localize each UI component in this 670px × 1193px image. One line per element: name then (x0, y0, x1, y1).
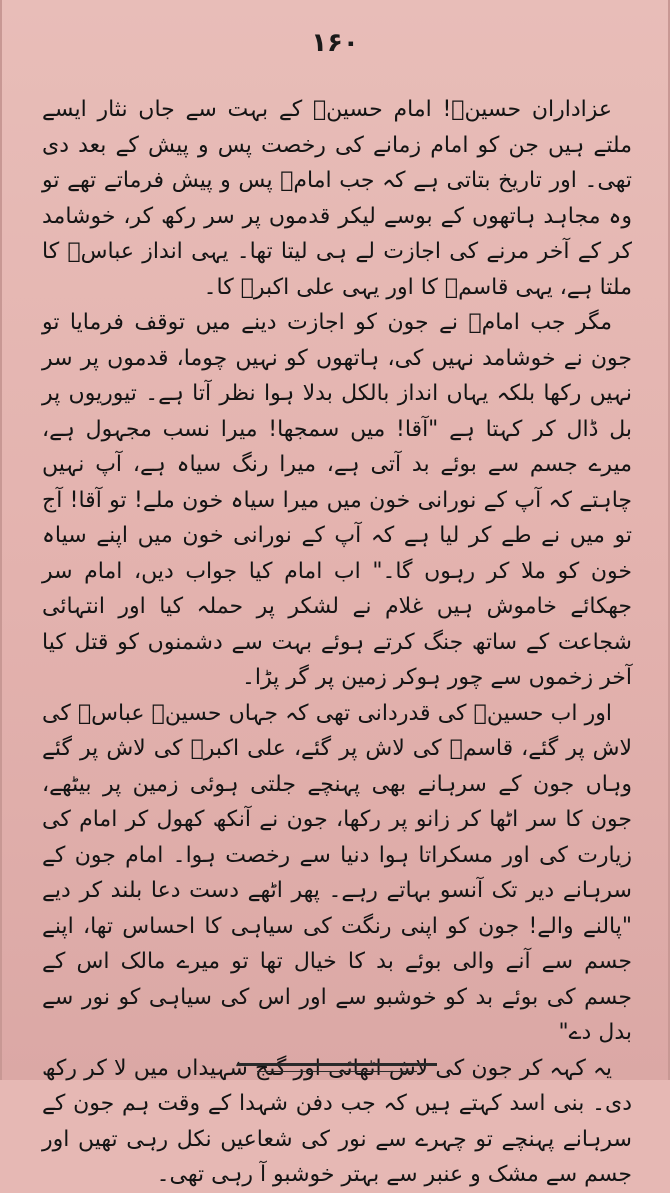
page-body-text (42, 92, 632, 1193)
paragraph-3: اور اب حسینؑ کی قدردانی تھی کہ جہاں حسینؑ عباسؑ کی لاش پر گئے، قاسمؑ کی لاش پر گئے، علی اکبرؑ کی لاش پر گئے وہاں جون کے سرہانے بھی پہنچے جلتی ہوئی زمین پر بیٹھے، جون کا سر اٹھا کر زانو پر رکھا، جون نے آنکھ کھول کر امام کی زیارت کی اور مسکراتا ہوا دنیا سے رخصت ہوا۔ امام جون کے سرہانے دیر تک آنسو بہاتے رہے۔ پھر اٹھے دست دعا بلند کر دیے "پالنے والے! جون کو اپنی رنگت کی سیاہی کا احساس تھا، اپنے جسم سے آنے والی بوئے بد کا خیال تھا تو میرے مالک اس کے جسم کی بوئے بد کو خوشبو سے اور اس کی سیاہی کو نور سے بدل دے" (42, 700, 632, 1045)
paragraph-4: یہ کہہ کر جون کی لاش اٹھائی اور گنج شہیداں میں لا کر رکھ دی۔ بنی اسد کہتے ہیں کہ جب دفن شہدا کے وقت ہم جون کے سرہانے پہنچے تو چہرے سے نور کی شعاعیں نکل رہی تھیں اور جسم سے مشک و عنبر سے بہتر خوشبو آ رہی تھی۔ (42, 1055, 632, 1187)
paragraph-2: مگر جب امامؑ نے جون کو اجازت دینے میں توقف فرمایا تو جون نے خوشامد نہیں کی، ہاتھوں کو نہیں چوما، قدموں پر سر نہیں رکھا بلکہ یہاں انداز بالکل بدلا ہوا نظر آتا ہے۔ تیوریوں پر بل ڈال کر کہتا ہے "آقا! میں سمجھا! میرا نسب مجہول ہے، میرے جسم سے بوئے بد آتی ہے، میرا رنگ سیاہ ہے، آپ نہیں چاہتے کہ آپ کے نورانی خون میں میرا سیاہ خون ملے! تو آقا! آج تو میں نے طے کر لیا ہے کہ آپ کے نورانی خون میں اپنے سیاہ خون کو ملا کر رہوں گا۔" اب امام کیا جواب دیں، امام سر جھکائے خاموش ہیں غلام نے لشکر پر حملہ کیا اور انتہائی شجاعت کے ساتھ جنگ کرتے ہوئے بہت سے دشمنوں کو قتل کیا آخر زخموں سے چور ہوکر زمین پر گر پڑا۔ (42, 310, 632, 690)
page-number: ۱۶۰ (311, 28, 359, 58)
footer-rule-thin (257, 1071, 417, 1072)
footer-rule (237, 1063, 437, 1066)
paragraph-1: عزاداران حسینؑ! امام حسینؑ کے بہت سے جاں نثار ایسے ملتے ہیں جن کو امام زمانے کی رخصت پس و پیش کے بعد دی تھی۔ اور تاریخ بتاتی ہے کہ جب امامؑ پس و پیش فرماتے تھے تو وہ مجاہد ہاتھوں کے بوسے لیکر قدموں پر سر رکھ کر، خوشامد کر کے آخر مرنے کی اجازت لے ہی لیتا تھا۔ یہی انداز عباسؑ کا ملتا ہے، یہی قاسمؑ کا اور یہی علی اکبرؑ کا۔ (42, 97, 632, 300)
